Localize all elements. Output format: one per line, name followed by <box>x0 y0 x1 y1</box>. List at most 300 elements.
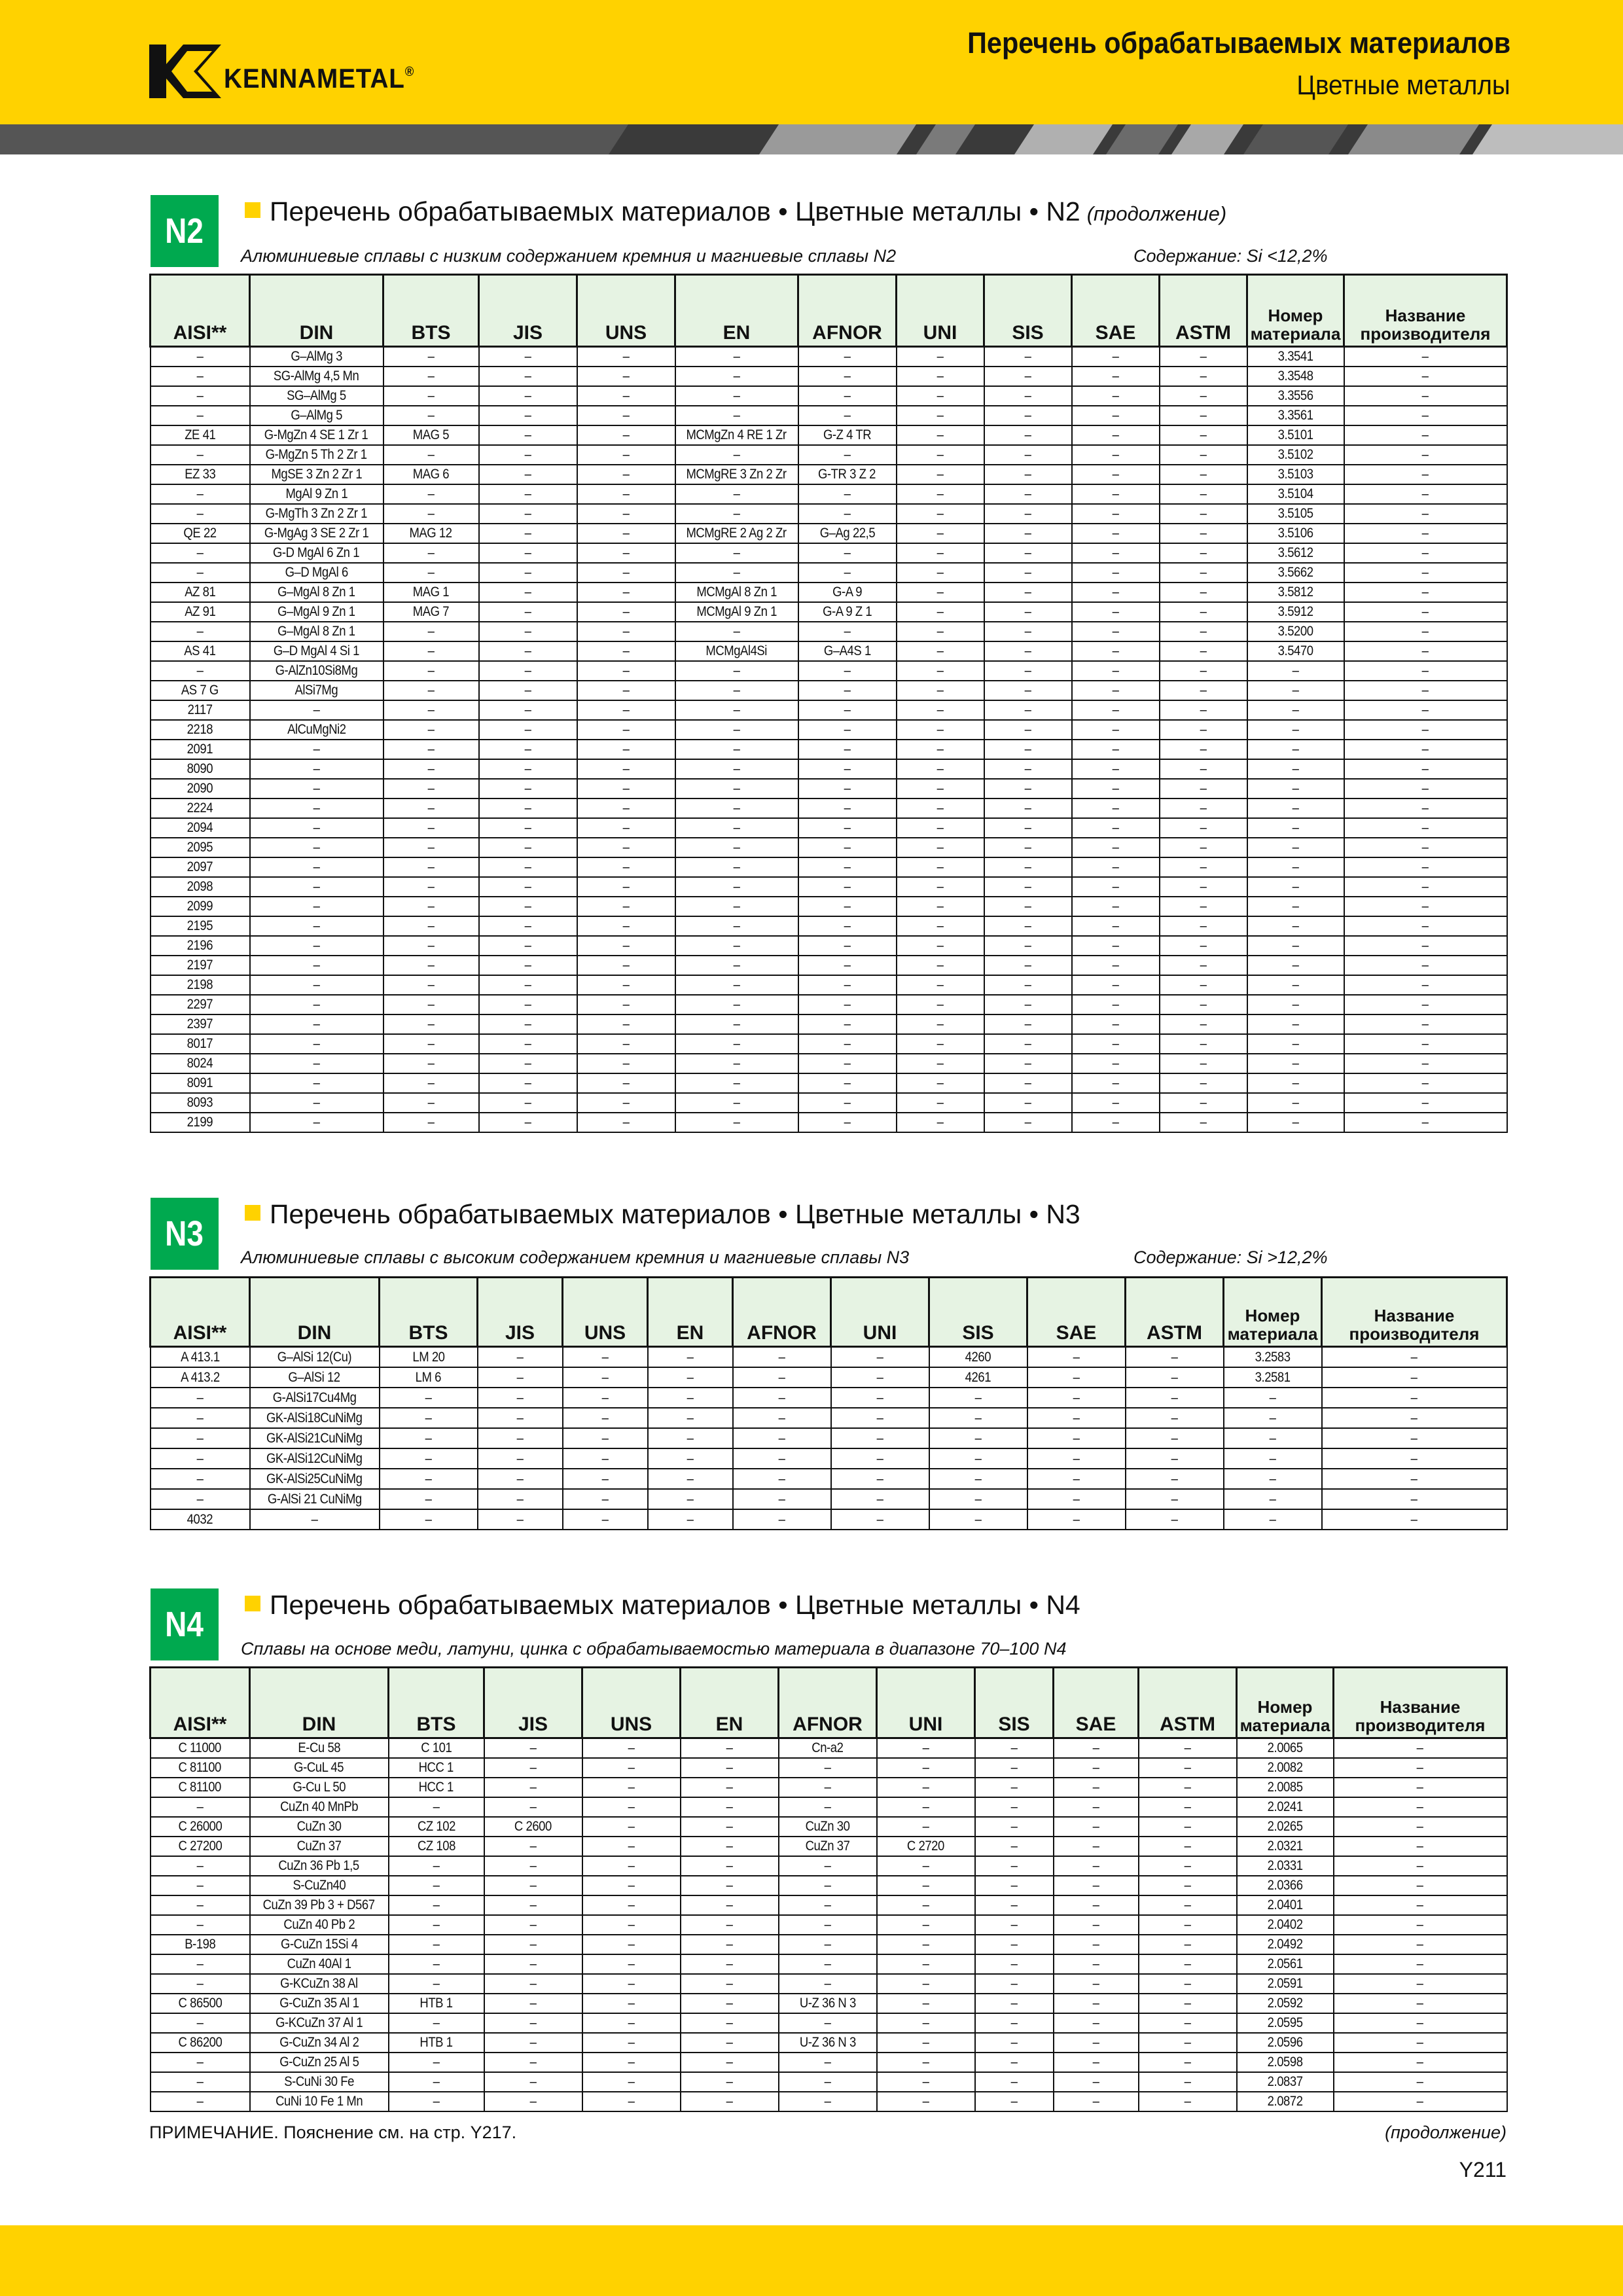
cell-value: – <box>433 2054 440 2070</box>
cell-value: – <box>726 2094 733 2109</box>
table-row <box>151 1054 1507 1073</box>
table-row <box>151 1014 1507 1034</box>
table-row <box>151 2053 1507 2072</box>
table-cell <box>380 1367 478 1388</box>
table-cell <box>1344 916 1507 936</box>
cell-value: – <box>427 742 435 757</box>
cell-value: – <box>196 624 204 639</box>
table-cell <box>250 779 383 798</box>
cell-value: – <box>433 2074 440 2089</box>
table-cell <box>577 1054 675 1073</box>
cell-value: 3.3548 <box>1277 368 1313 384</box>
cell-value: G-CuZn 15Si 4 <box>280 1937 358 1952</box>
cell-value: G–MgAl 9 Zn 1 <box>277 604 355 619</box>
cell-value: – <box>1171 1349 1178 1365</box>
cell-value: – <box>1024 958 1031 973</box>
cell-value: – <box>196 1491 204 1507</box>
table-cell <box>479 779 577 798</box>
table-cell <box>1237 2013 1334 2033</box>
table-cell <box>1247 347 1344 367</box>
table-cell <box>1237 1837 1334 1856</box>
table-cell <box>250 2072 389 2092</box>
cell-value: – <box>1092 1858 1099 1873</box>
cell-value: – <box>196 1430 204 1446</box>
table-cell <box>1072 779 1160 798</box>
cell-value: – <box>844 447 851 462</box>
cell-value: – <box>524 781 531 796</box>
table-cell <box>250 759 383 779</box>
cell-value: – <box>1422 584 1429 600</box>
table-cell <box>1344 622 1507 641</box>
table-cell <box>250 1014 383 1034</box>
table-cell <box>577 838 675 857</box>
cell-value: 2.0265 <box>1267 1819 1303 1834</box>
table-cell <box>151 759 250 779</box>
table-cell <box>675 1014 798 1034</box>
table-cell <box>1054 2033 1139 2053</box>
cell-value: – <box>1422 1115 1429 1130</box>
table-cell <box>383 857 479 877</box>
table-cell <box>389 2013 484 2033</box>
table-row <box>151 995 1507 1014</box>
cell-value: – <box>196 1956 204 1971</box>
cell-value: – <box>427 702 435 717</box>
cell-value: – <box>778 1349 785 1365</box>
cell-value: – <box>196 447 204 462</box>
table-cell <box>1247 484 1344 504</box>
cell-value: – <box>427 683 435 698</box>
table-cell <box>897 1014 984 1034</box>
table-cell <box>1160 1014 1247 1034</box>
cell-value: – <box>1184 1839 1191 1854</box>
table-cell <box>897 740 984 759</box>
cell-value: – <box>524 368 531 384</box>
table-cell <box>250 740 383 759</box>
table-cell <box>1344 1113 1507 1132</box>
table-cell <box>1344 1073 1507 1093</box>
cell-value: 2197 <box>187 958 213 973</box>
table-cell <box>484 2033 582 2053</box>
table-cell <box>779 2092 877 2111</box>
table-cell <box>1072 367 1160 386</box>
table-cell <box>897 975 984 995</box>
table-cell <box>798 798 897 818</box>
cell-value: – <box>524 702 531 717</box>
cell-value: – <box>1112 408 1119 423</box>
cell-value: – <box>1292 702 1299 717</box>
table-cell <box>151 1113 250 1132</box>
cell-value: – <box>936 977 944 992</box>
cell-value: – <box>628 2054 635 2070</box>
cell-value: – <box>1092 1780 1099 1795</box>
table-cell <box>984 779 1072 798</box>
table-cell <box>877 1738 975 1758</box>
table-cell <box>779 1895 877 1915</box>
table-cell <box>1237 1758 1334 1778</box>
table-cell <box>250 1408 380 1428</box>
table-cell <box>151 504 250 524</box>
column-header: DIN <box>250 1668 389 1738</box>
cell-value: – <box>529 1780 537 1795</box>
table-cell <box>1247 975 1344 995</box>
cell-value: – <box>524 408 531 423</box>
cell-value: – <box>628 1799 635 1814</box>
cell-value: LM 20 <box>412 1349 445 1365</box>
table-cell <box>250 700 383 720</box>
table-cell <box>798 995 897 1014</box>
table-row <box>151 484 1507 504</box>
cell-value: – <box>733 938 740 953</box>
table-cell <box>250 622 383 641</box>
cell-value: C 2720 <box>907 1839 944 1854</box>
table-cell <box>831 1347 929 1367</box>
cell-value: – <box>628 2094 635 2109</box>
cell-value: – <box>1092 2015 1099 2030</box>
cell-value: – <box>1112 526 1119 541</box>
section-title-text: Перечень обрабатываемых материалов • Цветные металлы • N3 <box>270 1199 1080 1229</box>
table-cell <box>1160 583 1247 602</box>
cell-value: – <box>1024 1056 1031 1071</box>
cell-value: CuZn 40Al 1 <box>287 1956 351 1971</box>
cell-value: – <box>1411 1390 1418 1405</box>
table-cell <box>250 1367 380 1388</box>
table-cell <box>151 1935 250 1954</box>
table-cell <box>1322 1428 1507 1448</box>
table-cell <box>1160 445 1247 465</box>
cell-value: GK-AlSi25CuNiMg <box>266 1471 363 1486</box>
table-cell <box>681 1758 779 1778</box>
cell-value: – <box>922 2054 929 2070</box>
cell-value: – <box>1024 879 1031 894</box>
table-cell <box>1237 1954 1334 1974</box>
table-cell <box>389 1876 484 1895</box>
cell-value: – <box>733 702 740 717</box>
cell-value: – <box>1422 859 1429 874</box>
cell-value: – <box>1417 1780 1423 1795</box>
cell-value: – <box>313 781 320 796</box>
table-cell <box>929 1469 1027 1489</box>
table-cell <box>1344 347 1507 367</box>
table-cell <box>798 484 897 504</box>
table-cell <box>563 1367 648 1388</box>
cell-value: – <box>1024 388 1031 403</box>
cell-value: – <box>778 1390 785 1405</box>
cell-value: – <box>1024 584 1031 600</box>
table-cell <box>151 1347 250 1367</box>
table-cell <box>1054 1778 1139 1797</box>
table-cell <box>383 956 479 975</box>
table-cell <box>577 720 675 740</box>
cell-value: – <box>733 349 740 365</box>
table-cell <box>577 661 675 681</box>
table-cell <box>675 700 798 720</box>
table-cell <box>929 1347 1027 1367</box>
table-cell <box>929 1408 1027 1428</box>
table-cell <box>929 1448 1027 1469</box>
table-header-row <box>151 1278 1507 1347</box>
cell-value: – <box>1092 1819 1099 1834</box>
table-cell <box>1344 367 1507 386</box>
cell-value: 3.5102 <box>1277 447 1313 462</box>
table-row <box>151 504 1507 524</box>
table-cell <box>1139 1837 1237 1856</box>
cell-value: – <box>844 683 851 698</box>
table-cell <box>250 367 383 386</box>
cell-value: – <box>427 1095 435 1110</box>
table-cell <box>681 2092 779 2111</box>
cell-value: – <box>313 938 320 953</box>
cell-value: MAG 7 <box>412 604 450 619</box>
table-cell <box>1247 700 1344 720</box>
cell-value: G–MgAl 8 Zn 1 <box>277 624 355 639</box>
table-cell <box>1139 1778 1237 1797</box>
cell-value: – <box>1200 624 1207 639</box>
cell-value: – <box>622 545 630 560</box>
table-cell <box>1160 779 1247 798</box>
table-cell <box>250 1758 389 1778</box>
table-cell <box>1054 1738 1139 1758</box>
table-cell <box>877 2033 975 2053</box>
cell-value: CuZn 37 <box>296 1839 342 1854</box>
cell-value: – <box>936 388 944 403</box>
table-cell <box>1027 1509 1126 1530</box>
table-cell <box>975 2072 1054 2092</box>
cell-value: – <box>936 604 944 619</box>
table-cell <box>250 1073 383 1093</box>
cell-value: – <box>844 742 851 757</box>
column-header: EN <box>675 275 798 347</box>
cell-value: 2.0837 <box>1267 2074 1303 2089</box>
table-cell <box>675 956 798 975</box>
cell-value: – <box>1010 1897 1018 1912</box>
logo-text: KENNAMETAL <box>224 63 405 94</box>
table-cell <box>1160 543 1247 563</box>
table-cell <box>479 681 577 700</box>
cell-value: – <box>313 742 320 757</box>
cell-value: – <box>733 447 740 462</box>
table-cell <box>479 543 577 563</box>
table-cell <box>1224 1408 1322 1428</box>
table-cell <box>975 1778 1054 1797</box>
cell-value: GK-AlSi12CuNiMg <box>266 1450 363 1466</box>
table-cell <box>681 2053 779 2072</box>
table-cell <box>1072 995 1160 1014</box>
cell-value: – <box>778 1410 785 1426</box>
table-cell <box>1247 681 1344 700</box>
cell-value: G-CuZn 35 Al 1 <box>279 1996 359 2011</box>
cell-value: G-MgZn 5 Th 2 Zr 1 <box>265 447 368 462</box>
cell-value: – <box>1422 899 1429 914</box>
cell-value: – <box>844 408 851 423</box>
cell-value: – <box>1200 761 1207 776</box>
table-cell <box>582 2033 681 2053</box>
cell-value: – <box>726 1937 733 1952</box>
table-cell <box>1247 563 1344 583</box>
table-cell <box>1237 1817 1334 1837</box>
table-cell <box>478 1428 563 1448</box>
table-cell <box>1126 1347 1224 1367</box>
cell-value: MAG 12 <box>409 526 453 541</box>
cell-value: – <box>922 1996 929 2011</box>
table-cell <box>1247 465 1344 484</box>
cell-value: 2.0241 <box>1267 1799 1303 1814</box>
table-cell <box>582 1876 681 1895</box>
cell-value: – <box>824 1858 831 1873</box>
cell-value: – <box>529 1937 537 1952</box>
table-cell <box>1072 622 1160 641</box>
table-cell <box>1126 1408 1224 1428</box>
table-cell <box>383 445 479 465</box>
cell-value: – <box>516 1450 524 1466</box>
cell-value: – <box>622 388 630 403</box>
cell-value: – <box>427 565 435 580</box>
table-cell <box>1054 2013 1139 2033</box>
cell-value: – <box>1010 1740 1018 1756</box>
cell-value: – <box>622 977 630 992</box>
cell-value: – <box>196 408 204 423</box>
cell-value: – <box>622 702 630 717</box>
table-row <box>151 1367 1507 1388</box>
cell-value: – <box>1411 1450 1418 1466</box>
table-cell <box>577 465 675 484</box>
table-row <box>151 1778 1507 1797</box>
cell-value: – <box>1010 1780 1018 1795</box>
table-cell <box>798 681 897 700</box>
section-title <box>245 1199 1080 1230</box>
cell-value: – <box>1112 486 1119 501</box>
cell-value: – <box>427 840 435 855</box>
cell-value: – <box>1112 467 1119 482</box>
cell-value: – <box>529 1976 537 1991</box>
cell-value: 2.0561 <box>1267 1956 1303 1971</box>
table-cell <box>1247 897 1344 916</box>
table-cell <box>1344 1054 1507 1073</box>
cell-value: – <box>1417 1740 1423 1756</box>
cell-value: – <box>427 1056 435 1071</box>
table-cell <box>577 641 675 661</box>
cell-value: – <box>1184 1917 1191 1932</box>
table-cell <box>250 406 383 425</box>
table-cell <box>250 1448 380 1469</box>
table-cell <box>1247 583 1344 602</box>
cell-value: – <box>1112 427 1119 442</box>
table-cell <box>1247 524 1344 543</box>
table-cell <box>582 2072 681 2092</box>
cell-value: – <box>524 899 531 914</box>
table-cell <box>484 1935 582 1954</box>
table-cell <box>1027 1448 1126 1469</box>
cell-value: – <box>1024 997 1031 1012</box>
table-cell <box>383 583 479 602</box>
table-row <box>151 1093 1507 1113</box>
table-cell <box>1247 740 1344 759</box>
table-cell <box>577 504 675 524</box>
table-cell <box>798 661 897 681</box>
cell-value: – <box>622 408 630 423</box>
cell-value: 2.0596 <box>1267 2035 1303 2050</box>
cell-value: – <box>1200 840 1207 855</box>
cell-value: AlSi7Mg <box>294 683 338 698</box>
table-cell <box>582 1994 681 2013</box>
cell-value: – <box>628 2015 635 2030</box>
table-cell <box>1160 1073 1247 1093</box>
table-cell <box>151 1974 250 1994</box>
table-cell <box>151 1034 250 1054</box>
table-cell <box>675 465 798 484</box>
cell-value: – <box>529 1878 537 1893</box>
table-cell <box>984 956 1072 975</box>
table-cell <box>1054 1797 1139 1817</box>
cell-value: – <box>524 742 531 757</box>
table-cell <box>484 1954 582 1974</box>
cell-value: – <box>524 447 531 462</box>
table-cell <box>582 1954 681 1974</box>
page-number: Y211 <box>1459 2158 1507 2181</box>
table-cell <box>250 877 383 897</box>
table-cell <box>681 1876 779 1895</box>
cell-value: G-AlZn10Si8Mg <box>275 663 358 678</box>
cell-value: – <box>778 1491 785 1507</box>
cell-value: – <box>876 1369 883 1385</box>
column-header: JIS <box>479 275 577 347</box>
table-cell <box>798 936 897 956</box>
cell-value: – <box>1422 663 1429 678</box>
cell-value: – <box>733 958 740 973</box>
table-cell <box>479 425 577 445</box>
table-cell <box>733 1408 831 1428</box>
table-cell <box>389 2092 484 2111</box>
table-cell <box>151 2033 250 2053</box>
table-cell <box>779 1778 877 1797</box>
cell-value: – <box>1200 663 1207 678</box>
cell-value: – <box>313 899 320 914</box>
table-row <box>151 1113 1507 1132</box>
cell-value: – <box>524 722 531 737</box>
cell-value: 2117 <box>187 702 213 717</box>
cell-value: – <box>922 1740 929 1756</box>
table-cell <box>877 2053 975 2072</box>
cell-value: – <box>1422 486 1429 501</box>
cell-value: – <box>1422 977 1429 992</box>
cell-value: – <box>313 918 320 933</box>
cell-value: – <box>876 1410 883 1426</box>
cell-value: – <box>936 1036 944 1051</box>
table-cell <box>1247 838 1344 857</box>
table-cell <box>877 1758 975 1778</box>
cell-value: 2.0321 <box>1267 1839 1303 1854</box>
cell-value: – <box>936 368 944 384</box>
cell-value: – <box>427 761 435 776</box>
section-content-spec: Содержание: Si >12,2% <box>1133 1247 1328 1267</box>
cell-value: 3.5612 <box>1277 545 1313 560</box>
cell-value: – <box>1422 408 1429 423</box>
cell-value: – <box>529 2015 537 2030</box>
cell-value: – <box>1417 1839 1423 1854</box>
table-cell <box>383 681 479 700</box>
cell-value: – <box>1200 427 1207 442</box>
cell-value: – <box>1024 349 1031 365</box>
table-cell <box>478 1347 563 1367</box>
table-cell <box>484 1817 582 1837</box>
cell-value: – <box>1417 1799 1423 1814</box>
table-cell <box>383 425 479 445</box>
table-row <box>151 563 1507 583</box>
cell-value: – <box>1171 1410 1178 1426</box>
cell-value: – <box>726 2054 733 2070</box>
cell-value: – <box>936 643 944 658</box>
table-cell <box>1344 1093 1507 1113</box>
table-cell <box>479 995 577 1014</box>
